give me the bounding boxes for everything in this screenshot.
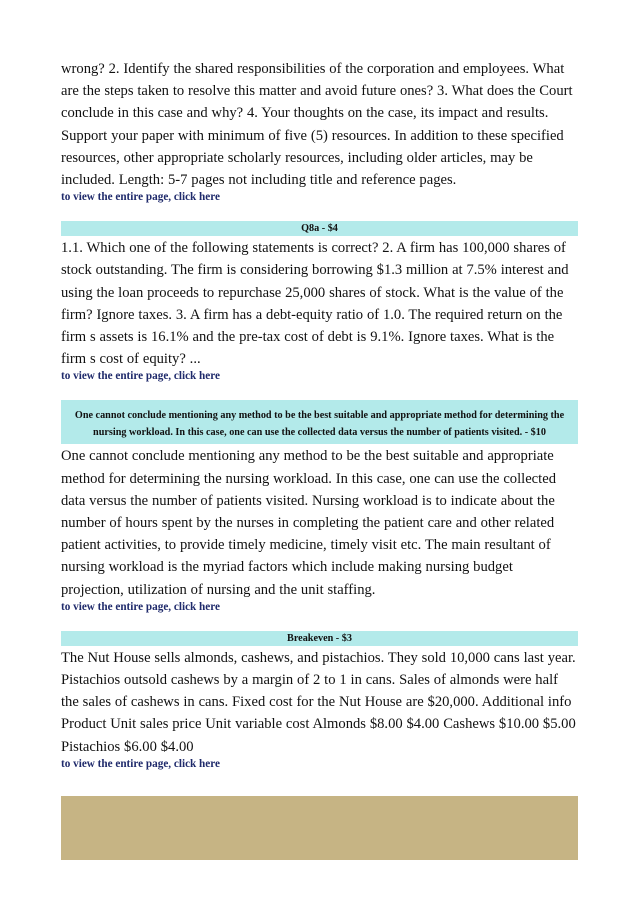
document-page: [61, 58, 578, 772]
view-page-link[interactable]: to view the entire page, click here: [61, 600, 220, 613]
section-case-questions: [61, 58, 578, 205]
section-header: Breakeven - $3: [61, 631, 578, 646]
view-page-link[interactable]: to view the entire page, click here: [61, 370, 220, 383]
section-header: Q8a - $4: [61, 221, 578, 236]
section-body: wrong? 2. Identify the shared responsibilities of the corporation and employees. What are the steps taken to resolve this matter and avoid future ones? 3. What does the Court conclude in this case and why? 4. Your thoughts on the case, its impact and results. Support your paper with minimum of five (5) resources. In addition to these specified resources, other appropriate scholarly resources, including older articles, may be included. Length: 5-7 pages not including title and reference pages.: [61, 61, 573, 189]
section-body: One cannot conclude mentioning any method to be the best suitable and appropriate method for determining the nursing workload. In this case, one can use the collected data versus the number of patients visited. Nursing workload is to indicate about the number of hours spent by the nurses in completing the patient care and other related patient activities, to provide timely medicine, timely visit etc. The main resultant of nursing workload is the myriad factors which include making nursing budget projection, utilization of nursing and the unit staffing.: [61, 448, 556, 598]
footer-color-block: [61, 796, 578, 860]
section-breakeven: [61, 631, 578, 772]
section-q8a: [61, 221, 578, 384]
section-header: One cannot conclude mentioning any method to be the best suitable and appropriate method for determining the nursing workload. In this case, one can use the collected data versus the number of patients visited. - $10: [61, 400, 578, 444]
section-nursing-workload: [61, 400, 578, 614]
section-body: The Nut House sells almonds, cashews, and pistachios. They sold 10,000 cans last year. Pistachios outsold cashews by a margin of 2 to 1 in cans. Sales of almonds were half the sales of cashews in cans. Fixed cost for the Nut House are $20,000. Additional info Product Unit sales price Unit variable cost Almonds $8.00 $4.00 Cashews $10.00 $5.00 Pistachios $6.00 $4.00: [61, 649, 576, 755]
section-body: 1.1. Which one of the following statements is correct? 2. A firm has 100,000 shares of stock outstanding. The firm is considering borrowing $1.3 million at 7.5% interest and using the loan proceeds to repurchase 25,000 shares of stock. What is the value of the firm? Ignore taxes. 3. A firm has a debt-equity ratio of 1.0. The required return on the firm s assets is 16.1% and the pre-tax cost of debt is 9.1%. Ignore taxes. What is the firm s cost of equity? ...: [61, 240, 569, 368]
view-page-link[interactable]: to view the entire page, click here: [61, 757, 220, 770]
view-page-link[interactable]: to view the entire page, click here: [61, 191, 220, 204]
